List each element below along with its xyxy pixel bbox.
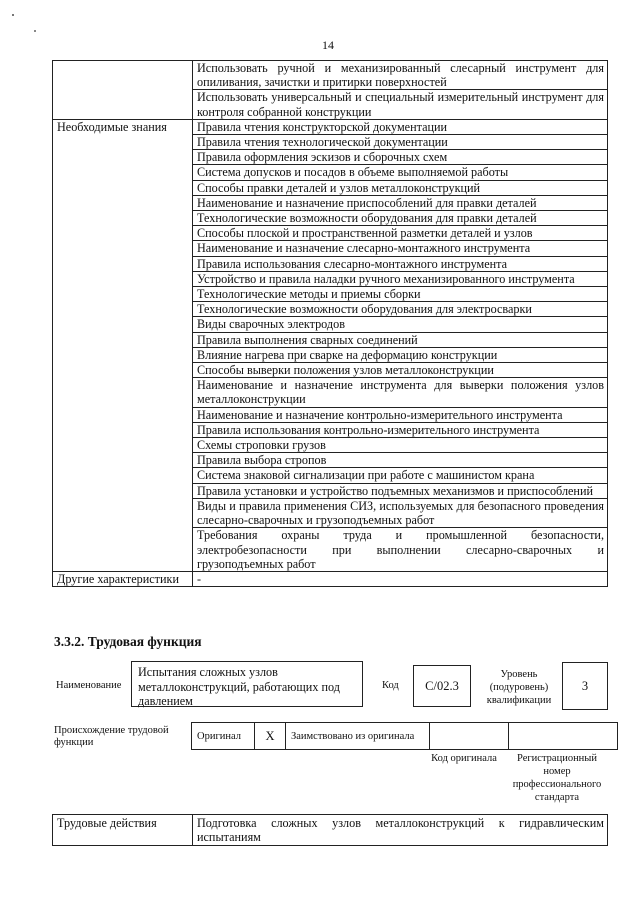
section-heading: 3.3.2. Трудовая функция xyxy=(54,634,202,649)
scan-speck xyxy=(34,30,36,32)
level-value-box: 3 xyxy=(562,662,608,710)
knowledge-item: Схемы строповки грузов xyxy=(193,438,608,453)
level-label: Уровень (подуровень) квалификации xyxy=(486,669,552,706)
knowledge-item: Способы плоской и пространственной разметки деталей и узлов xyxy=(193,226,608,241)
action-item: Подготовка сложных узлов металлоконструкций к гидравлическим испытаниям xyxy=(193,815,608,846)
knowledge-item: Наименование и назначение приспособлений для правки деталей xyxy=(193,195,608,210)
knowledge-item: Система знаковой сигнализации при работе с машинистом крана xyxy=(193,468,608,483)
table-row xyxy=(53,119,608,134)
page-number: 14 xyxy=(322,38,334,52)
knowledge-item: Виды сварочных электродов xyxy=(193,317,608,332)
knowledge-item: Правила использования контрольно-измерительного инструмента xyxy=(193,422,608,437)
knowledge-item: Система допусков и посадов в объеме выполняемой работы xyxy=(193,165,608,180)
knowledge-item: Требования охраны труда и промышленной безопасности, электробезопасности при выполнении слесарно-сварочных и грузоподъемных работ xyxy=(193,528,608,572)
table-row xyxy=(192,723,618,750)
skill-item: Использовать универсальный и специальный измерительный инструмент для контроля собранной конструкции xyxy=(193,90,608,119)
knowledge-item: Виды и правила применения СИЗ, используемых для безопасного проведения слесарно-сварочных и грузоподъемных работ xyxy=(193,498,608,527)
reg-number-cell xyxy=(509,723,618,750)
knowledge-item: Технологические возможности оборудования для электросварки xyxy=(193,302,608,317)
knowledge-item: Наименование и назначение инструмента для выверки положения узлов металлоконструкции xyxy=(193,378,608,407)
knowledge-label: Необходимые знания xyxy=(53,119,193,571)
scan-speck xyxy=(12,14,14,16)
skill-item: Использовать ручной и механизированный слесарный инструмент для опиливания, зачистки и притирки поверхностей xyxy=(193,61,608,90)
knowledge-item: Правила чтения конструкторской документации xyxy=(193,119,608,134)
empty-label-cell xyxy=(53,61,193,120)
kod-originala-label: Код оригинала xyxy=(431,753,497,764)
knowledge-table xyxy=(52,60,608,587)
knowledge-item: Наименование и назначение слесарно-монтажного инструмента xyxy=(193,241,608,256)
table-row xyxy=(53,571,608,586)
naimenovanie-label: Наименование xyxy=(56,680,122,691)
knowledge-item: Устройство и правила наладки ручного механизированного инструмента xyxy=(193,271,608,286)
knowledge-item: Технологические возможности оборудования для правки деталей xyxy=(193,211,608,226)
knowledge-item: Технологические методы и приемы сборки xyxy=(193,287,608,302)
knowledge-item: Способы выверки положения узлов металлоконструкции xyxy=(193,363,608,378)
actions-label: Трудовые действия xyxy=(53,815,193,846)
knowledge-item: Влияние нагрева при сварке на деформацию конструкции xyxy=(193,347,608,362)
other-characteristics-value: - xyxy=(193,571,608,586)
knowledge-item: Правила использования слесарно-монтажного инструмента xyxy=(193,256,608,271)
other-characteristics-label: Другие характеристики xyxy=(53,571,193,586)
knowledge-item: Способы правки деталей и узлов металлоконструкций xyxy=(193,180,608,195)
kod-originala-cell xyxy=(430,723,509,750)
borrowed-label: Заимствовано из оригинала xyxy=(286,723,430,750)
reg-number-label: Регистрационный номер профессионального стандарта xyxy=(512,753,602,803)
kod-value-box: C/02.3 xyxy=(413,665,471,707)
original-mark: X xyxy=(255,723,286,750)
knowledge-item: Правила выбора стропов xyxy=(193,453,608,468)
origin-label: Происхождение трудовой функции xyxy=(54,725,169,748)
original-label: Оригинал xyxy=(192,723,255,750)
knowledge-item: Правила чтения технологической документации xyxy=(193,135,608,150)
knowledge-item: Правила установки и устройство подъемных механизмов и приспособлений xyxy=(193,483,608,498)
table-row xyxy=(53,61,608,90)
kod-label: Код xyxy=(382,680,399,691)
origin-table xyxy=(191,722,618,750)
table-row xyxy=(53,815,608,846)
function-name-box: Испытания сложных узлов металлоконструкций, работающих под давлением xyxy=(131,661,363,707)
knowledge-item: Правила выполнения сварных соединений xyxy=(193,332,608,347)
knowledge-item: Правила оформления эскизов и сборочных схем xyxy=(193,150,608,165)
knowledge-item: Наименование и назначение контрольно-измерительного инструмента xyxy=(193,407,608,422)
actions-table xyxy=(52,814,608,846)
